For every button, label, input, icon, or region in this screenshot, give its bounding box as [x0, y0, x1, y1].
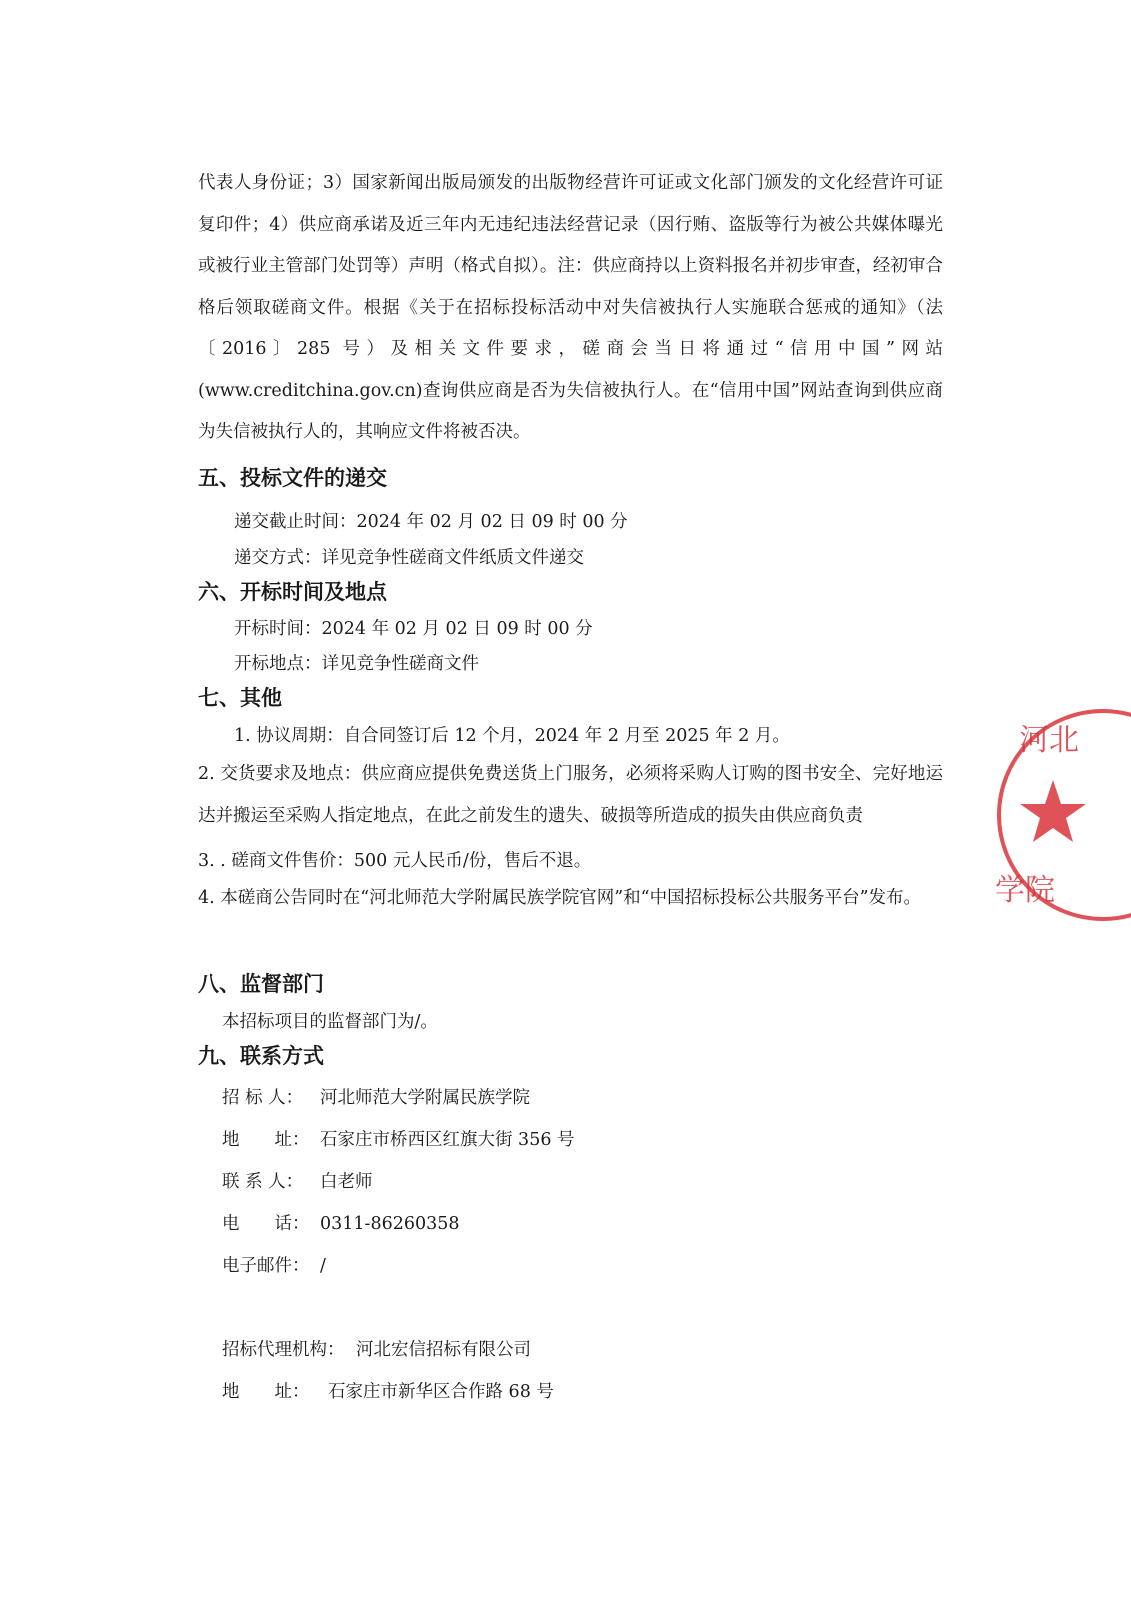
tenderer-label: 招 标 人： [222, 1088, 304, 1108]
contact-email [222, 1252, 326, 1277]
official-seal [985, 700, 1131, 930]
contact-value: 白老师 [320, 1172, 373, 1192]
address-label: 地 址： [222, 1130, 310, 1150]
section7-heading: 七、其他 [198, 686, 282, 710]
other-item-4: 4. 本磋商公告同时在“河北师范大学附属民族学院官网”和“中国招标投标公共服务平台”发布。 [198, 888, 922, 908]
agency-label: 招标代理机构： [222, 1340, 345, 1360]
agency-address-label: 地 址： [222, 1382, 310, 1402]
seal-text-bottom: 学院 [995, 873, 1055, 908]
section8-heading: 八、监督部门 [198, 972, 324, 996]
submission-method: 递交方式：详见竞争性磋商文件纸质文件递交 [234, 548, 584, 568]
other-item-2: 2. 交货要求及地点：供应商应提供免费送货上门服务，必须将采购人订购的图书安全、完好地运达并搬运至采购人指定地点，在此之前发生的遗失、破损等所造成的损失由供应商负责 [198, 764, 943, 826]
section6-heading: 六、开标时间及地点 [198, 580, 387, 604]
phone-value: 0311-86260358 [320, 1214, 460, 1234]
address-value: 石家庄市桥西区红旗大街 356 号 [320, 1130, 575, 1150]
other-item-3: 3. . 磋商文件售价：500 元人民币/份，售后不退。 [198, 851, 592, 871]
opening-place: 开标地点：详见竞争性磋商文件 [234, 654, 479, 674]
contact-person [222, 1168, 373, 1193]
email-value: / [320, 1256, 326, 1276]
contact-agency-address [222, 1378, 554, 1403]
other-item-1: 1. 协议周期：自合同签订后 12 个月，2024 年 2 月至 2025 年 2 月。 [234, 726, 790, 746]
section5-heading: 五、投标文件的递交 [198, 466, 387, 490]
seal-text-top: 河北 [1019, 723, 1079, 758]
intro-paragraph: 代表人身份证；3）国家新闻出版局颁发的出版物经营许可证或文化部门颁发的文化经营许可证复印件；4）供应商承诺及近三年内无违纪违法经营记录（因行贿、盗版等行为被公共媒体曝光或被行业主管部门处罚等）声明（格式自拟）。注：供应商持以上资料报名并初步审查，经初审合格后领取磋商文件。根据《关于在招标投标活动中对失信被执行人实施联合惩戒的通知》（法〔2016〕285 号）及相关文件要求，磋商会当日将通过“信用中国”网站(www.creditchina.gov.cn)查询供应商是否为失信被执行人。在“信用中国”网站查询到供应商为失信被执行人的，其响应文件将被否决。 [198, 173, 943, 442]
contact-agency [222, 1336, 531, 1361]
agency-value: 河北宏信招标有限公司 [356, 1340, 531, 1360]
section9-heading: 九、联系方式 [198, 1044, 324, 1068]
opening-time: 开标时间：2024 年 02 月 02 日 09 时 00 分 [234, 619, 593, 639]
phone-label: 电 话： [222, 1214, 310, 1234]
supervision-text: 本招标项目的监督部门为/。 [222, 1012, 438, 1032]
contact-label: 联 系 人： [222, 1172, 304, 1192]
agency-address-value: 石家庄市新华区合作路 68 号 [328, 1382, 554, 1402]
email-label: 电子邮件： [222, 1256, 310, 1276]
contact-phone [222, 1210, 460, 1235]
contact-address [222, 1126, 575, 1151]
submission-deadline: 递交截止时间：2024 年 02 月 02 日 09 时 00 分 [234, 512, 628, 532]
tenderer-value: 河北师范大学附属民族学院 [320, 1088, 530, 1108]
contact-tenderer [222, 1084, 530, 1109]
